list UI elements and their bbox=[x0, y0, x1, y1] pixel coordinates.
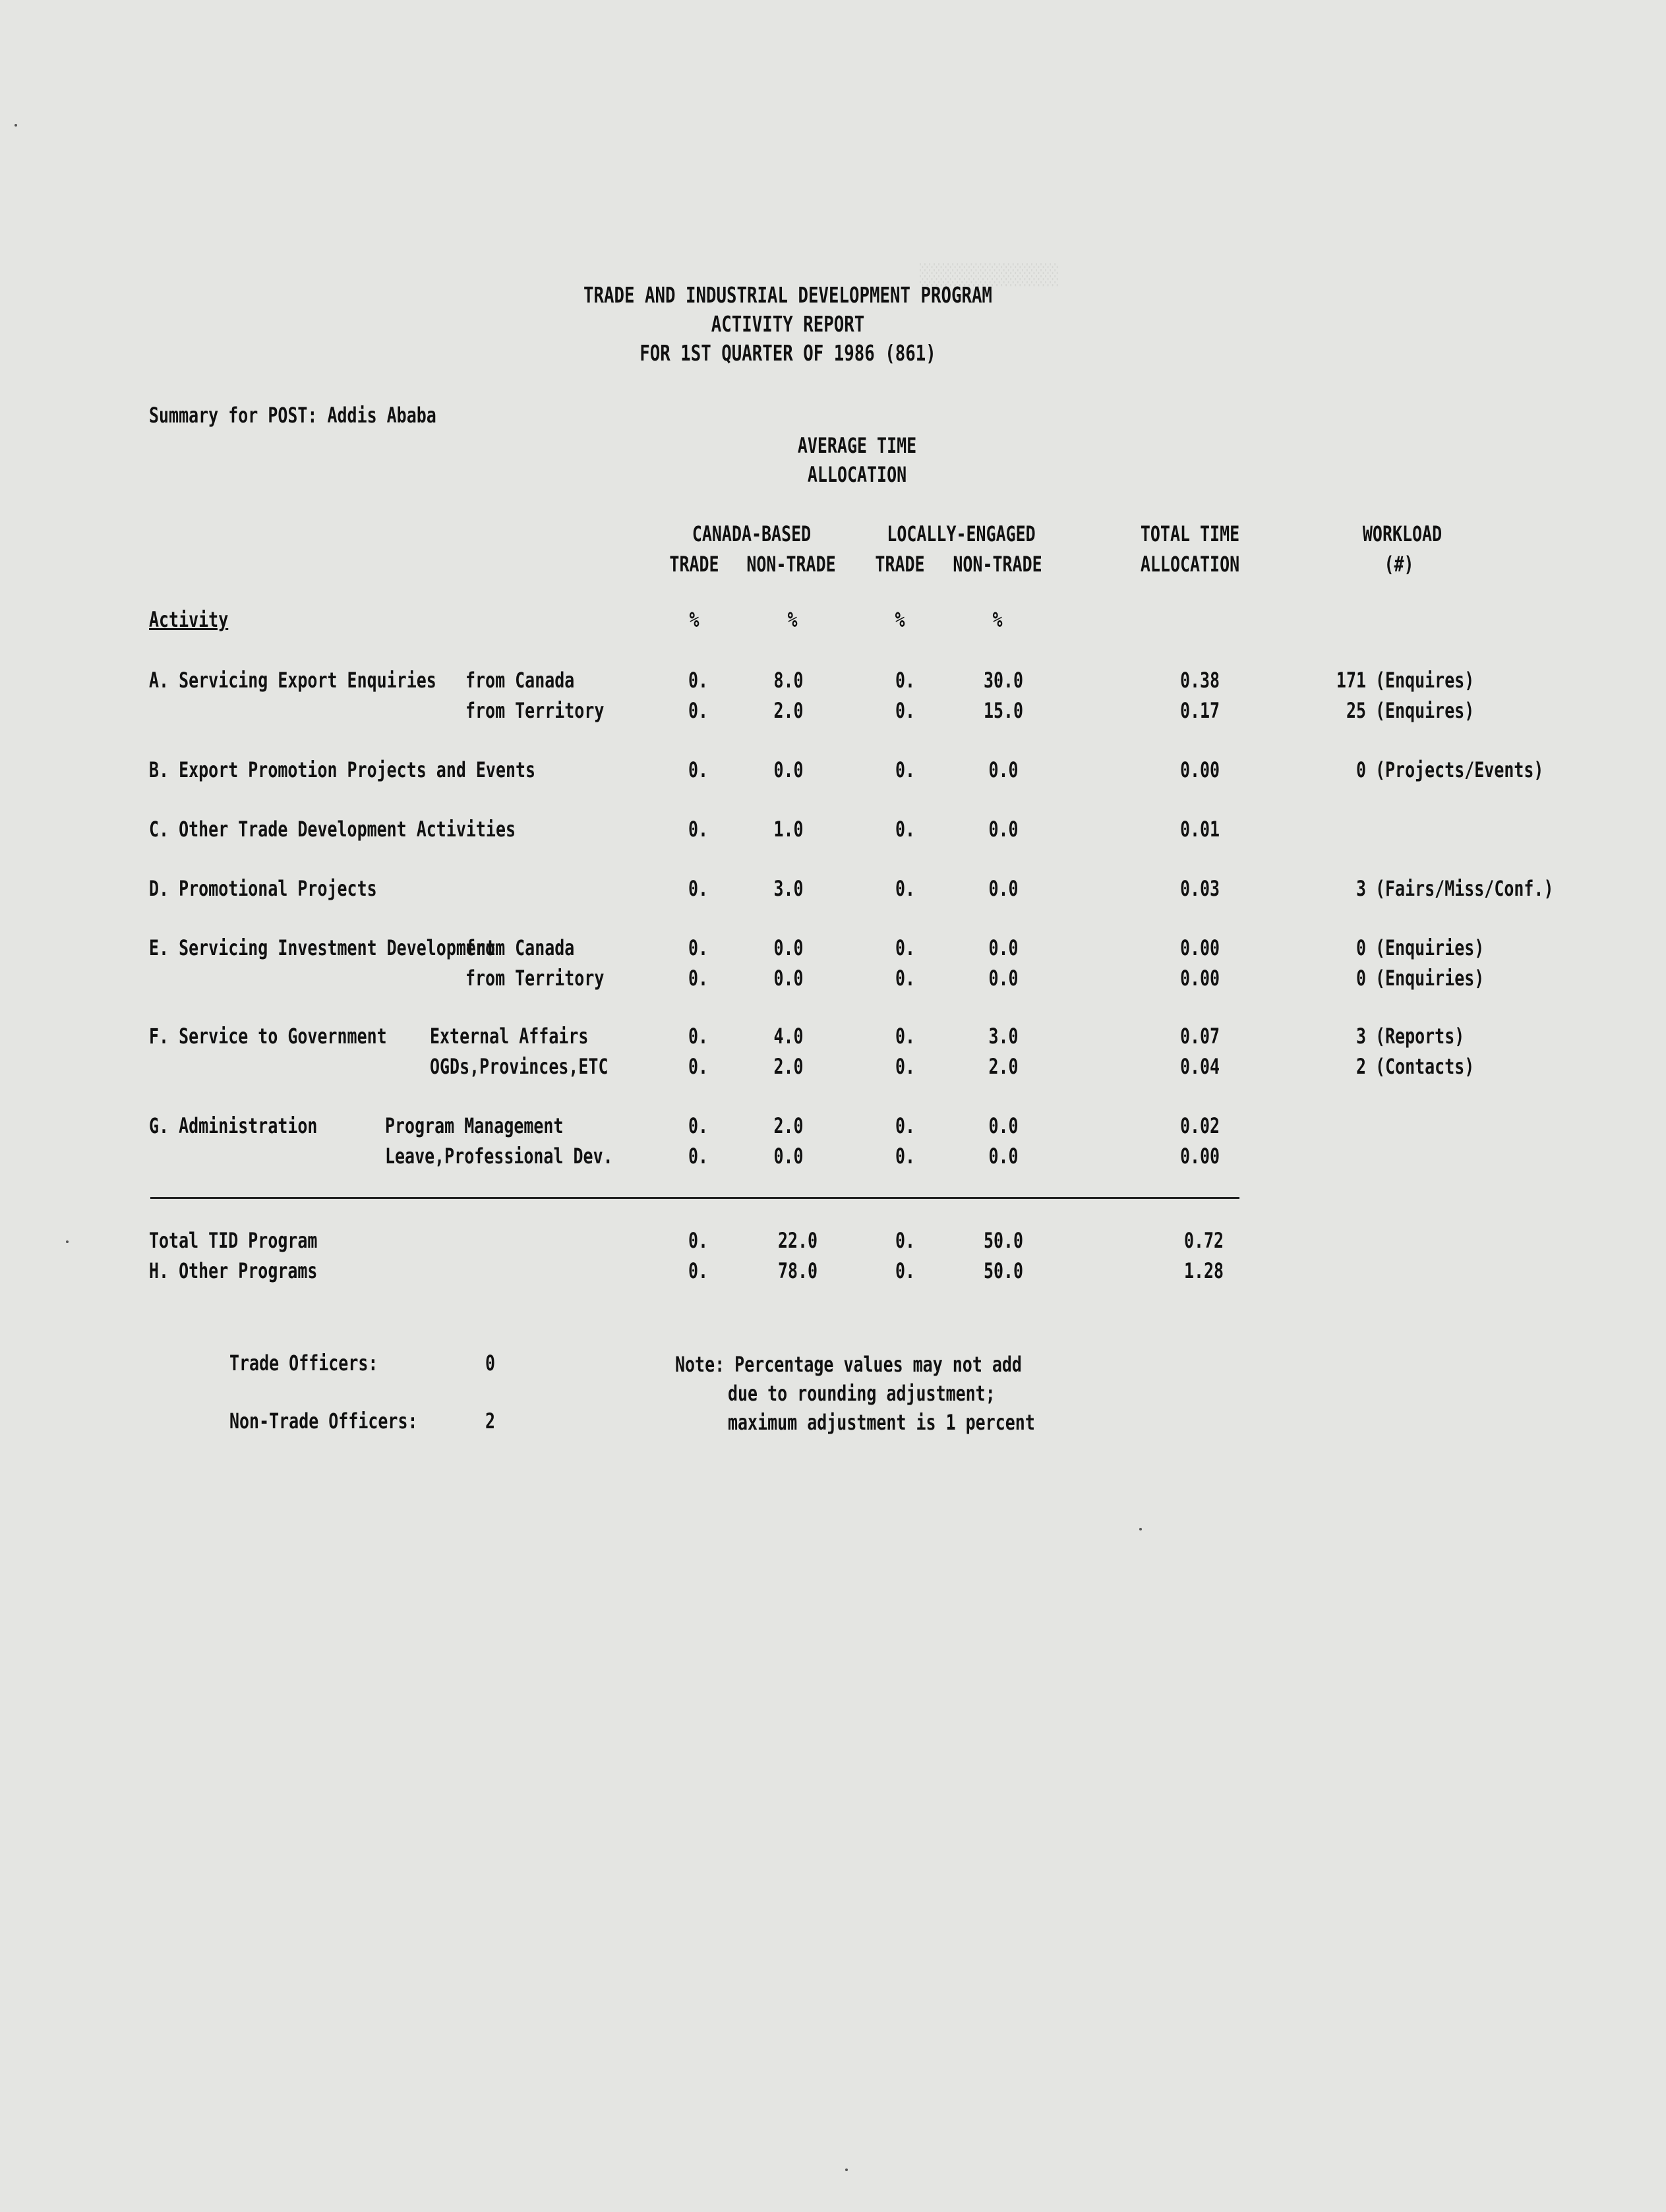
cell-total: 0.03 bbox=[1179, 876, 1220, 901]
cell-le-nontrade: 3.0 bbox=[988, 1024, 1019, 1049]
pct-cb-nontrade: % bbox=[787, 607, 798, 632]
total-cell-total: 0.72 bbox=[1183, 1228, 1224, 1253]
cell-cb-nontrade: 3.0 bbox=[773, 876, 804, 901]
cell-cb-nontrade: 0.0 bbox=[773, 966, 804, 991]
trade-officers-value: 0 bbox=[485, 1351, 496, 1376]
cell-le-nontrade: 0.0 bbox=[988, 935, 1019, 960]
cell-cb-trade: 0. bbox=[688, 668, 709, 693]
cell-workload: 0 bbox=[1355, 966, 1366, 991]
cell-le-trade: 0. bbox=[895, 1113, 916, 1138]
cell-activity: A. Servicing Export Enquiries bbox=[149, 668, 436, 693]
cb-nontrade-header: NON-TRADE bbox=[746, 552, 836, 577]
cell-activity: D. Promotional Projects bbox=[149, 876, 377, 901]
cell-cb-nontrade: 4.0 bbox=[773, 1024, 804, 1049]
pct-le-nontrade: % bbox=[992, 607, 1003, 632]
total-cell-total: 1.28 bbox=[1183, 1258, 1224, 1283]
cell-workload: 171 bbox=[1336, 668, 1366, 693]
cell-total: 0.00 bbox=[1179, 757, 1220, 782]
cell-cb-nontrade: 0.0 bbox=[773, 935, 804, 960]
total-cell-label: Total TID Program bbox=[149, 1228, 318, 1253]
cell-workload: 0 bbox=[1355, 935, 1366, 960]
avg-time-header-2: ALLOCATION bbox=[807, 462, 907, 487]
paper-speck bbox=[15, 124, 17, 127]
total-allocation-header: ALLOCATION bbox=[1140, 552, 1240, 577]
cell-le-nontrade: 2.0 bbox=[988, 1054, 1019, 1079]
cell-cb-trade: 0. bbox=[688, 876, 709, 901]
cb-trade-header: TRADE bbox=[669, 552, 719, 577]
cell-total: 0.01 bbox=[1179, 817, 1220, 842]
total-cell-le-trade: 0. bbox=[895, 1258, 916, 1283]
canada-based-header: CANADA-BASED bbox=[692, 521, 812, 546]
note-line-1: Note: Percentage values may not add bbox=[675, 1352, 1022, 1377]
cell-sub: from Territory bbox=[465, 966, 605, 991]
note-line-3: maximum adjustment is 1 percent bbox=[728, 1410, 1035, 1435]
cell-workload-unit: (Enquires) bbox=[1375, 698, 1475, 723]
total-cell-label: H. Other Programs bbox=[149, 1258, 318, 1283]
le-trade-header: TRADE bbox=[875, 552, 925, 577]
cell-total: 0.02 bbox=[1179, 1113, 1220, 1138]
cell-le-nontrade: 0.0 bbox=[988, 876, 1019, 901]
cell-le-nontrade: 30.0 bbox=[983, 668, 1024, 693]
cell-workload-unit: (Enquiries) bbox=[1375, 935, 1485, 960]
workload-count-header: (#) bbox=[1384, 552, 1414, 577]
cell-le-trade: 0. bbox=[895, 876, 916, 901]
nontrade-officers-label: Non-Trade Officers: bbox=[229, 1409, 418, 1434]
cell-sub: OGDs,Provinces,ETC bbox=[430, 1054, 609, 1079]
total-time-header: TOTAL TIME bbox=[1140, 521, 1240, 546]
cell-le-nontrade: 15.0 bbox=[983, 698, 1024, 723]
cell-cb-trade: 0. bbox=[688, 1144, 709, 1169]
cell-cb-nontrade: 2.0 bbox=[773, 698, 804, 723]
cell-le-trade: 0. bbox=[895, 698, 916, 723]
cell-workload-unit: (Reports) bbox=[1375, 1024, 1465, 1049]
cell-le-trade: 0. bbox=[895, 817, 916, 842]
workload-header: WORKLOAD bbox=[1362, 521, 1443, 546]
trade-officers-label: Trade Officers: bbox=[229, 1351, 378, 1376]
report-period: FOR 1ST QUARTER OF 1986 (861) bbox=[640, 340, 936, 366]
cell-sub: External Affairs bbox=[430, 1024, 589, 1049]
cell-sub: from Territory bbox=[465, 698, 605, 723]
report-title: TRADE AND INDUSTRIAL DEVELOPMENT PROGRAM bbox=[583, 282, 992, 308]
cell-total: 0.00 bbox=[1179, 1144, 1220, 1169]
cell-le-trade: 0. bbox=[895, 935, 916, 960]
cell-total: 0.07 bbox=[1179, 1024, 1220, 1049]
cell-cb-nontrade: 0.0 bbox=[773, 1144, 804, 1169]
cell-sub: from Canada bbox=[465, 935, 575, 960]
pct-le-trade: % bbox=[895, 607, 905, 632]
total-cell-le-nontrade: 50.0 bbox=[983, 1228, 1024, 1253]
cell-workload: 2 bbox=[1355, 1054, 1366, 1079]
cell-le-trade: 0. bbox=[895, 757, 916, 782]
cell-sub: Leave,Professional Dev. bbox=[385, 1144, 613, 1169]
cell-cb-trade: 0. bbox=[688, 757, 709, 782]
cell-workload-unit: (Fairs/Miss/Conf.) bbox=[1375, 876, 1554, 901]
cell-cb-trade: 0. bbox=[688, 1113, 709, 1138]
cell-activity: B. Export Promotion Projects and Events bbox=[149, 757, 536, 782]
total-cell-cb-nontrade: 22.0 bbox=[777, 1228, 818, 1253]
cell-cb-nontrade: 0.0 bbox=[773, 757, 804, 782]
cell-le-trade: 0. bbox=[895, 1024, 916, 1049]
avg-time-header: AVERAGE TIME bbox=[797, 433, 917, 458]
cell-total: 0.00 bbox=[1179, 966, 1220, 991]
cell-activity: G. Administration bbox=[149, 1113, 318, 1138]
cell-total: 0.00 bbox=[1179, 935, 1220, 960]
cell-le-nontrade: 0.0 bbox=[988, 817, 1019, 842]
total-cell-cb-nontrade: 78.0 bbox=[777, 1258, 818, 1283]
cell-le-nontrade: 0.0 bbox=[988, 966, 1019, 991]
cell-cb-trade: 0. bbox=[688, 1024, 709, 1049]
cell-cb-trade: 0. bbox=[688, 698, 709, 723]
cell-cb-trade: 0. bbox=[688, 966, 709, 991]
cell-activity: F. Service to Government bbox=[149, 1024, 387, 1049]
cell-sub: from Canada bbox=[465, 668, 575, 693]
paper-speck bbox=[845, 2168, 848, 2171]
cell-le-nontrade: 0.0 bbox=[988, 1144, 1019, 1169]
cell-workload: 25 bbox=[1346, 698, 1366, 723]
le-nontrade-header: NON-TRADE bbox=[953, 552, 1042, 577]
cell-workload: 0 bbox=[1355, 757, 1366, 782]
cell-le-nontrade: 0.0 bbox=[988, 757, 1019, 782]
cell-workload: 3 bbox=[1355, 1024, 1366, 1049]
cell-total: 0.04 bbox=[1179, 1054, 1220, 1079]
cell-total: 0.17 bbox=[1179, 698, 1220, 723]
cell-cb-nontrade: 8.0 bbox=[773, 668, 804, 693]
cell-workload-unit: (Projects/Events) bbox=[1375, 757, 1544, 782]
cell-sub: Program Management bbox=[385, 1113, 564, 1138]
cell-le-nontrade: 0.0 bbox=[988, 1113, 1019, 1138]
cell-cb-nontrade: 2.0 bbox=[773, 1054, 804, 1079]
bleed-through-ghost: ░░░░░░░░░░░░░░░ bbox=[920, 264, 1059, 287]
cell-cb-trade: 0. bbox=[688, 935, 709, 960]
cell-le-trade: 0. bbox=[895, 668, 916, 693]
cell-cb-trade: 0. bbox=[688, 817, 709, 842]
post-summary: Summary for POST: Addis Ababa bbox=[149, 403, 436, 428]
cell-cb-nontrade: 1.0 bbox=[773, 817, 804, 842]
activity-header: Activity bbox=[149, 607, 229, 632]
cell-workload-unit: (Contacts) bbox=[1375, 1054, 1475, 1079]
paper-speck bbox=[1139, 1528, 1142, 1530]
cell-le-trade: 0. bbox=[895, 1144, 916, 1169]
paper-speck bbox=[66, 1240, 69, 1243]
cell-workload: 3 bbox=[1355, 876, 1366, 901]
totals-divider bbox=[150, 1197, 1239, 1199]
note-line-2: due to rounding adjustment; bbox=[728, 1381, 996, 1406]
nontrade-officers-value: 2 bbox=[485, 1409, 496, 1434]
pct-cb-trade: % bbox=[689, 607, 699, 632]
cell-le-trade: 0. bbox=[895, 1054, 916, 1079]
total-cell-le-trade: 0. bbox=[895, 1228, 916, 1253]
cell-workload-unit: (Enquiries) bbox=[1375, 966, 1485, 991]
locally-engaged-header: LOCALLY-ENGAGED bbox=[887, 521, 1036, 546]
cell-activity: C. Other Trade Development Activities bbox=[149, 817, 516, 842]
cell-activity: E. Servicing Investment Development bbox=[149, 935, 496, 960]
report-subtitle: ACTIVITY REPORT bbox=[711, 311, 865, 337]
cell-total: 0.38 bbox=[1179, 668, 1220, 693]
cell-cb-nontrade: 2.0 bbox=[773, 1113, 804, 1138]
cell-workload-unit: (Enquires) bbox=[1375, 668, 1475, 693]
cell-le-trade: 0. bbox=[895, 966, 916, 991]
total-cell-le-nontrade: 50.0 bbox=[983, 1258, 1024, 1283]
cell-cb-trade: 0. bbox=[688, 1054, 709, 1079]
total-cell-cb-trade: 0. bbox=[688, 1228, 709, 1253]
total-cell-cb-trade: 0. bbox=[688, 1258, 709, 1283]
